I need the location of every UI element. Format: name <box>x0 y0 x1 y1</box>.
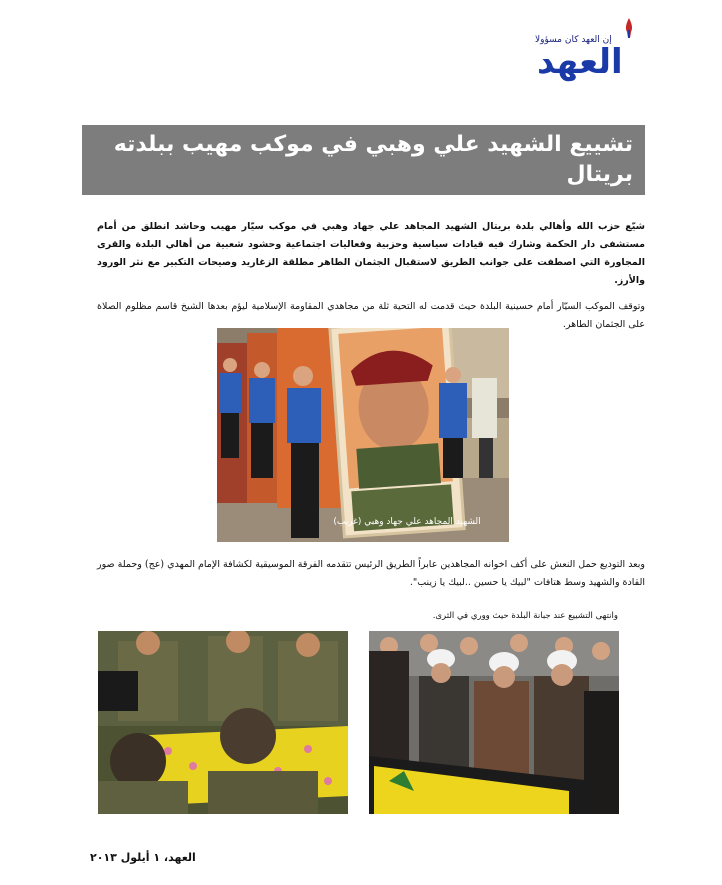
article-paragraph-3: وبعد التوديع حمل النعش على أكف اخوانه المجاهدين عابراً الطريق الرئيس تتقدمه الفرقة الموسيقية لكشافة الإمام المهدي (عج) وحملة صور القادة والشهيد وسط هتافات "لبيك يا حسين ..لبيك يا زينب". <box>97 559 645 588</box>
article-paragraph-2: وتوقف الموكب السيّار أمام حسينية البلدة حيث قدمت له التحية ثلة من مجاهدي المقاومة الإسلامية ليؤم بعدها الشيخ قاسم مظلوم الصلاة على الجثمان الطاهر. <box>97 301 645 330</box>
clerics-prayer-photo <box>369 631 619 814</box>
poster-text: الشهيد المجاهد علي جهاد وهبي (غريب) <box>333 517 481 527</box>
procession-photo <box>217 328 509 542</box>
article-title: تشييع الشهيد علي وهبي في موكب مهيب ببلدته بريتال <box>82 125 645 195</box>
logo-wordmark: العهد <box>537 42 623 82</box>
coffin-fighters-photo <box>98 631 348 814</box>
article-paragraph-1: شيّع حزب الله وأهالي بلدة بريتال الشهيد المجاهد علي جهاد وهبي في موكب سيّار مهيب وحاشد انطلق من أمام مستشفى دار الحكمة وشارك فيه قيادات سياسية وحزبية وفعاليات اجتماعية وحشود شعبية من أهالي البلدة والقرى المجاورة التي اصطفت على جوانب الطريق لاستقبال الجثمان الطاهر مطلقة الزغاريد وصيحات التكبير مع نثر الورود والأرز. <box>97 221 645 286</box>
burial-caption: وانتهى التشييع عند جبانة البلدة حيث ووري في الثرى. <box>432 611 618 621</box>
footer-issue-date: العهد، ١ أيلول ٢٠١٣ <box>90 851 196 864</box>
logo-tagline: إن العهد كان مسؤولا <box>535 35 612 45</box>
flame-icon <box>624 18 634 38</box>
